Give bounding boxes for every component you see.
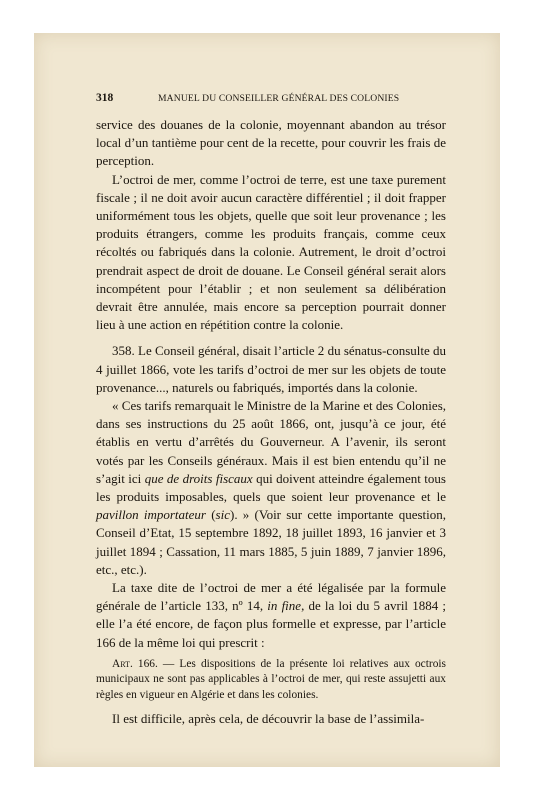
paragraph-continuation: service des douanes de la colonie, moyennant abandon au trésor local d’un tantième pour cent de la recette, pour couvrir les frais de perception. bbox=[96, 117, 446, 169]
page-header bbox=[96, 92, 446, 104]
paragraph-octroi-de-mer: L’octroi de mer, comme l’octroi de terre, est une taxe purement fiscale ; il ne doit avoir aucun caractère différentiel ; il doit frapper uniformément tous les objets, quelle que soit leur provenance ; les produits étrangers, comme les produits français, comme ceux récoltés ou fabriqués dans la colonie. Autrement, le droit d’octroi prendrait aspect de droit de douane. Le Conseil général serait alors incompétent pour l’établir ; et non seulement sa délibération devrait être annulée, mais encore sa perception pourrait donner lieu à une action en répétition contre la colonie. bbox=[96, 171, 446, 333]
italic-run: pavillon importateur bbox=[96, 507, 206, 523]
text-run: « Ces tarifs remarquait le Ministre de la Marine et des Colonies, dans ses instructions du 25 août 1866, ont, jusqu’à ce jour, été établis en vertu d’arrêtés du Gouverneur. A l’avenir, ils seront votés par les Conseils généraux. Mais il est bien entendu qu’il ne s’agit ici bbox=[96, 398, 446, 486]
paragraph-358: 358. Le Conseil général, disait l’article 2 du sénatus-consulte du 4 juillet 1866, vote les tarifs d’octroi de mer sur les objets de toute provenance..., naturels ou fabriqués, importés dans la colonie. bbox=[96, 343, 446, 395]
paragraph-loi-1884 bbox=[96, 579, 446, 652]
italic-run: sic bbox=[215, 507, 230, 523]
article-text: — Les dispositions de la présente loi relatives aux octrois municipaux ne sont pas applicables à l’octroi de mer, qui reste assujetti aux règles en vigueur en Algérie et dans les colonies. bbox=[96, 657, 446, 702]
paragraph-ministre-quote bbox=[96, 397, 446, 579]
text-run: ). » (Voir sur cette importante question, Conseil d’Etat, 15 septembre 1892, 18 juillet 1893, 16 janvier et 3 juillet 1894 ; Cassation, 11 mars 1885, 5 juin 1889, 7 janvier 1896, etc., etc.). bbox=[96, 507, 446, 577]
page-number: 318 bbox=[96, 92, 114, 104]
text-run: ( bbox=[205, 507, 216, 523]
paragraph-final: Il est difficile, après cela, de découvrir la base de l’assimila- bbox=[112, 710, 425, 726]
italic-run: que de droits fiscaux bbox=[144, 470, 253, 486]
article-166-quote bbox=[96, 657, 446, 704]
body-text bbox=[96, 116, 446, 728]
text-run: qui doivent atteindre également tous les produits imposables, quels que soient leur provenance et le bbox=[96, 470, 446, 505]
running-title: MANUEL DU CONSEILLER GÉNÉRAL DES COLONIES bbox=[158, 93, 400, 104]
text-run: , de la loi du 5 avril 1884 ; elle l’a été encore, de façon plus formelle et expresse, par l’article 166 de la même loi qui prescrit : bbox=[96, 598, 446, 650]
text-run: La taxe dite de l’octroi de mer a été légalisée par la formule générale de l’article 133, nº 14, bbox=[96, 580, 446, 614]
italic-run: in fine bbox=[267, 598, 302, 614]
article-label: Art. 166. bbox=[112, 657, 158, 670]
